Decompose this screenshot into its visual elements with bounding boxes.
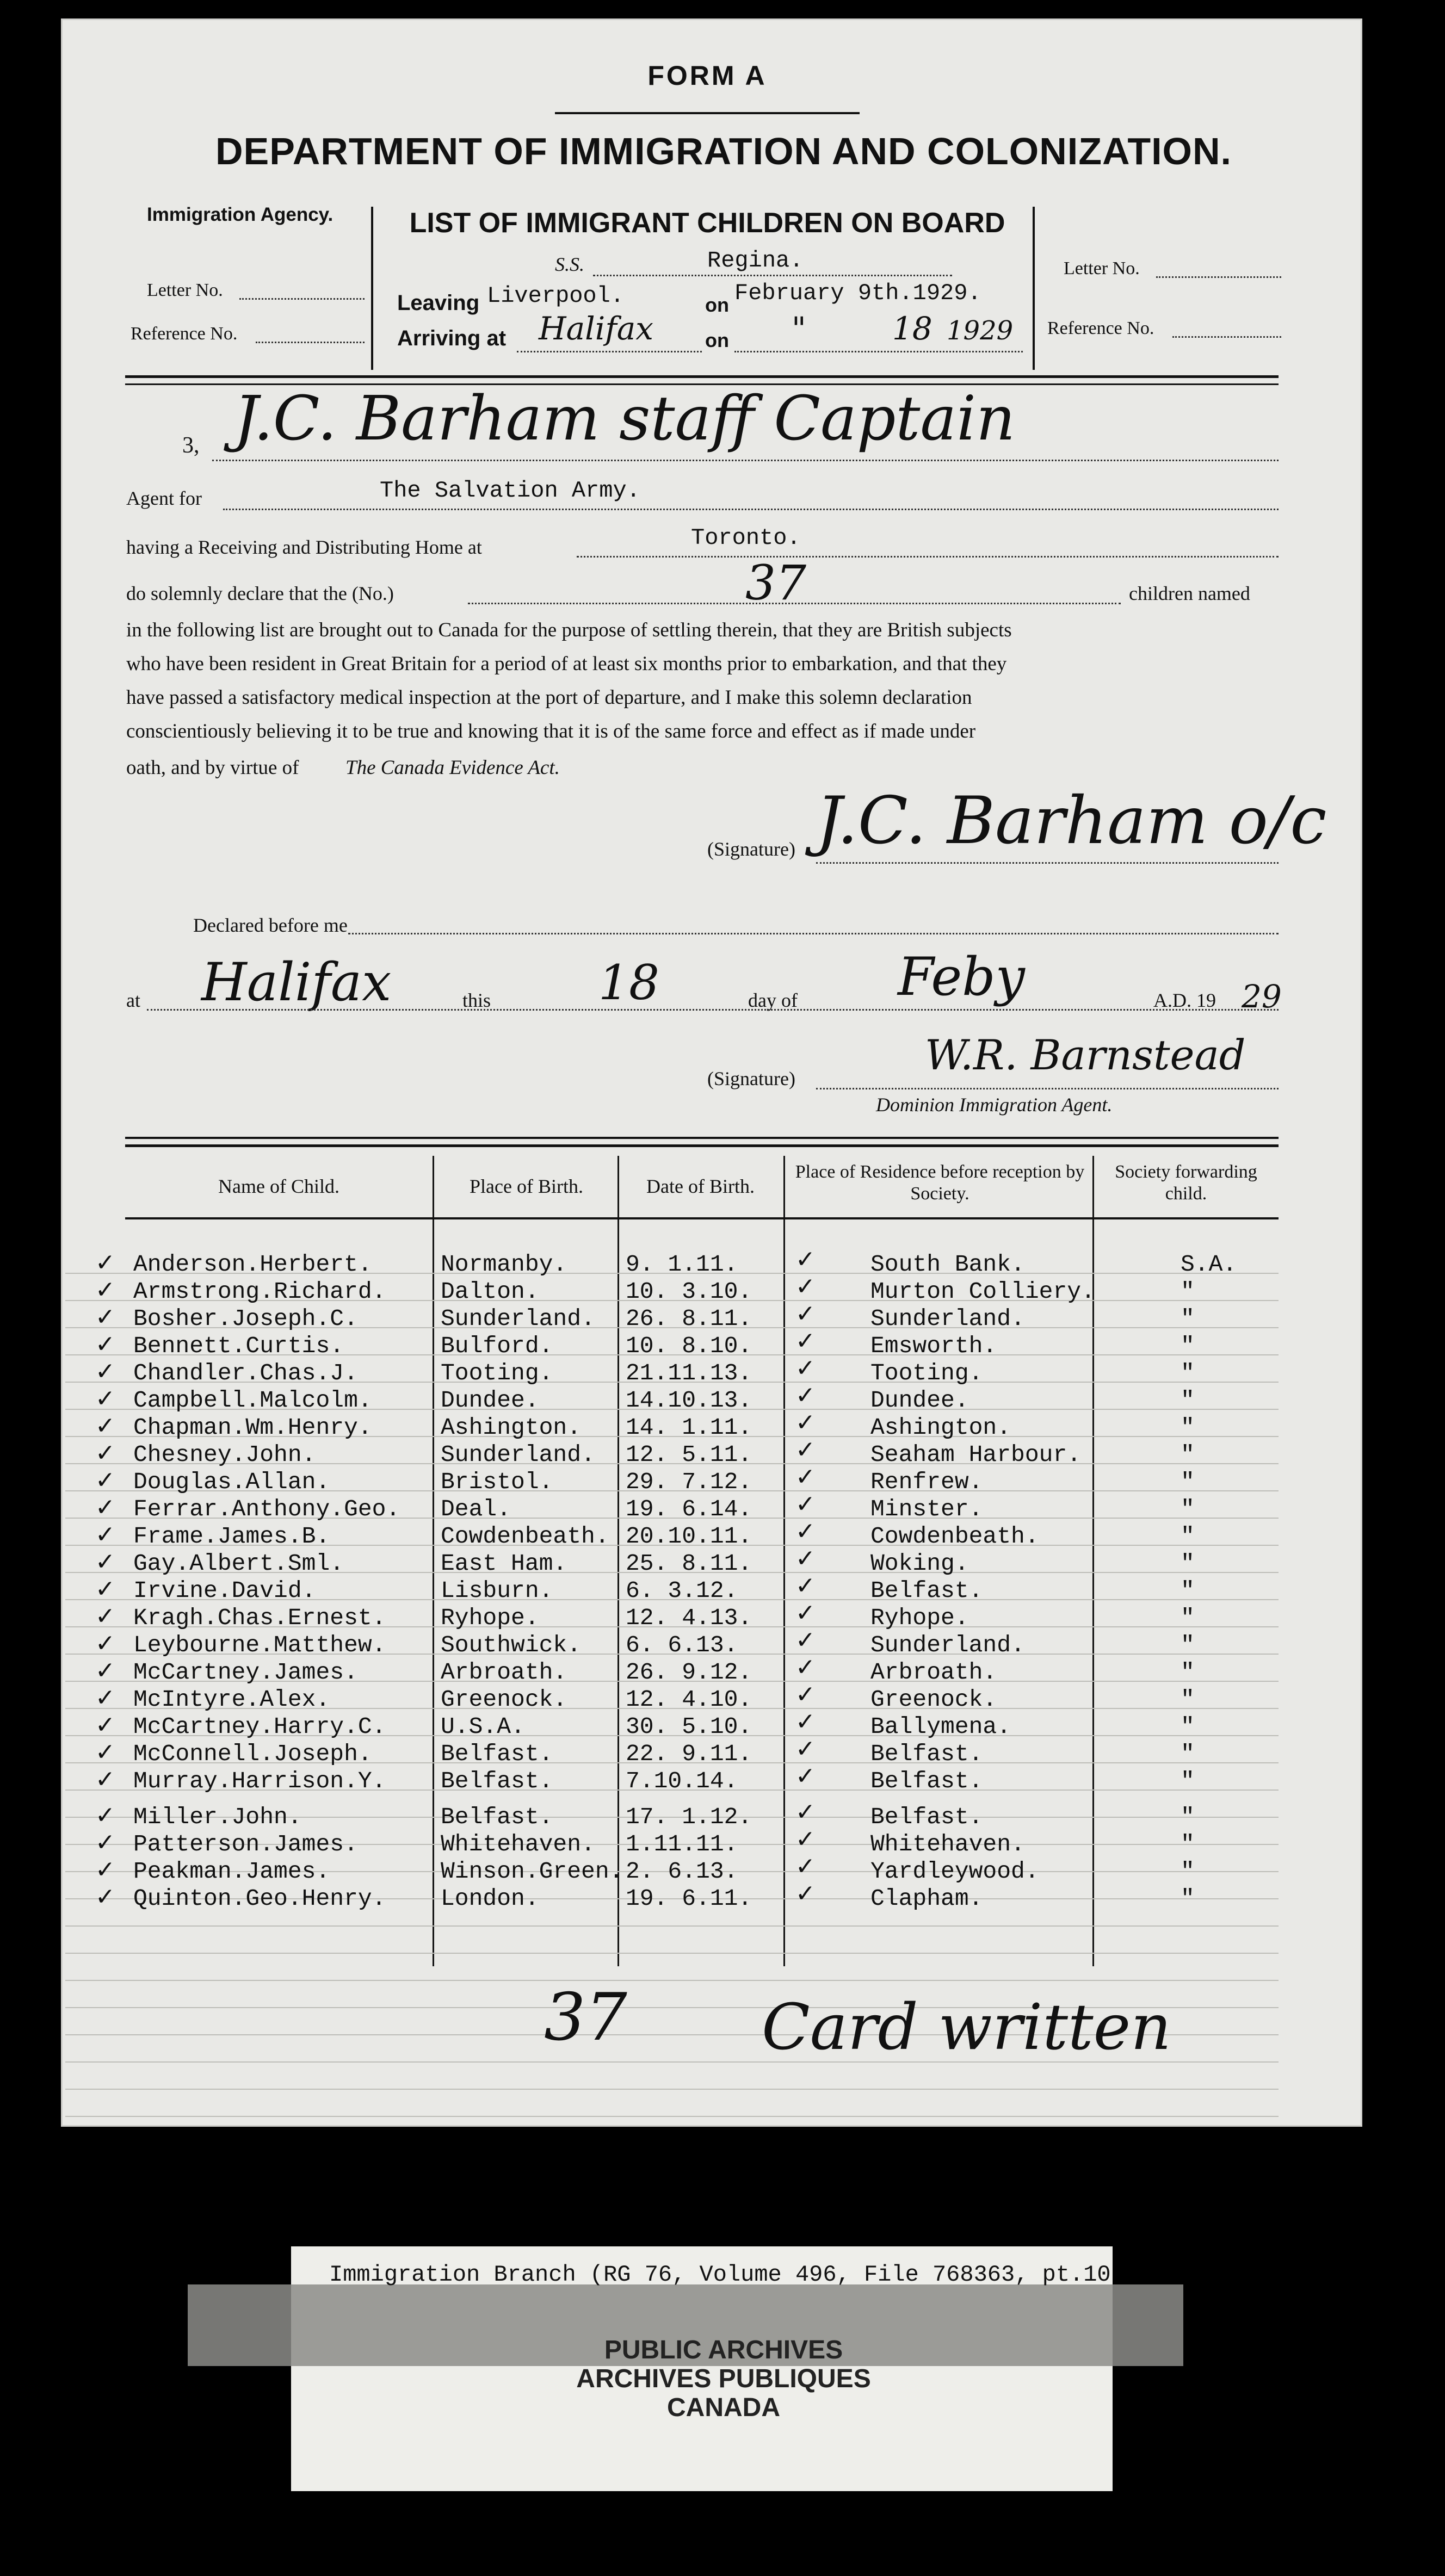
check-mark-icon: ✓ xyxy=(95,1575,115,1603)
cell-residence: Belfast. xyxy=(870,1768,983,1794)
cell-date: 20.10.11. xyxy=(626,1523,752,1550)
archive-stamp-line-2: ARCHIVES PUBLIQUES xyxy=(576,2364,871,2393)
arriving-date-field xyxy=(734,351,1023,352)
check-mark-icon: ✓ xyxy=(95,1738,115,1766)
check-mark-icon: ✓ xyxy=(795,1681,816,1708)
cell-society: " xyxy=(1181,1605,1195,1631)
cell-name: Campbell.Malcolm. xyxy=(133,1387,372,1414)
cell-society: " xyxy=(1181,1360,1195,1386)
cell-place: London. xyxy=(441,1885,539,1912)
children-count: 37 xyxy=(745,555,806,611)
check-mark-icon: ✓ xyxy=(95,1466,115,1494)
check-mark-icon: ✓ xyxy=(795,1273,816,1301)
cell-place: U.S.A. xyxy=(441,1713,525,1740)
signature-label: (Signature) xyxy=(707,838,795,860)
cell-society: S.A. xyxy=(1181,1251,1237,1278)
cell-name: McIntyre.Alex. xyxy=(133,1686,330,1713)
agent-signature: J.C. Barham staff Captain xyxy=(234,383,1016,454)
cell-name: Peakman.James. xyxy=(133,1858,330,1885)
check-mark-icon: ✓ xyxy=(795,1572,816,1600)
letter-no-field xyxy=(239,298,365,300)
leaving-date: February 9th.1929. xyxy=(734,280,981,306)
cell-date: 7.10.14. xyxy=(626,1768,738,1794)
cell-date: 14. 1.11. xyxy=(626,1414,752,1441)
cell-society: " xyxy=(1181,1768,1195,1794)
row-rule xyxy=(65,2089,1279,2090)
cell-name: Frame.James.B. xyxy=(133,1523,330,1550)
cell-place: Bristol. xyxy=(441,1469,553,1495)
row-rule xyxy=(65,1925,1279,1927)
ss-label: S.S. xyxy=(555,253,584,275)
cell-name: Irvine.David. xyxy=(133,1577,316,1604)
check-mark-icon: ✓ xyxy=(795,1735,816,1763)
check-mark-icon: ✓ xyxy=(795,1545,816,1572)
check-mark-icon: ✓ xyxy=(95,1883,115,1911)
cell-place: Tooting. xyxy=(441,1360,553,1386)
agent-name-field xyxy=(212,460,1279,461)
check-mark-icon: ✓ xyxy=(795,1409,816,1436)
at-value: Halifax xyxy=(201,952,392,1013)
cell-society: " xyxy=(1181,1469,1195,1495)
cell-place: Deal. xyxy=(441,1496,511,1522)
cell-name: Murray.Harrison.Y. xyxy=(133,1768,386,1794)
at-label: at xyxy=(126,989,140,1011)
cell-society: " xyxy=(1181,1387,1195,1414)
declaration-number: 3, xyxy=(182,433,200,458)
check-mark-icon: ✓ xyxy=(95,1711,115,1739)
arriving-field xyxy=(517,351,702,352)
divider xyxy=(125,1144,1279,1147)
arriving-ditto: " xyxy=(792,310,806,347)
declared-at-field xyxy=(147,1009,1279,1011)
archive-reference: Immigration Branch (RG 76, Volume 496, File 768363, pt.10 xyxy=(329,2262,1111,2288)
home-value: Toronto. xyxy=(691,525,801,551)
list-title: LIST OF IMMIGRANT CHILDREN ON BOARD xyxy=(409,207,1005,239)
declare-suffix: children named xyxy=(1129,583,1250,604)
cell-society: " xyxy=(1181,1577,1195,1604)
cell-place: Sunderland. xyxy=(441,1441,595,1468)
check-mark-icon: ✓ xyxy=(95,1249,115,1277)
cell-society: " xyxy=(1181,1305,1195,1332)
check-mark-icon: ✓ xyxy=(795,1490,816,1518)
cell-residence: Tooting. xyxy=(870,1360,983,1386)
cell-residence: Yardleywood. xyxy=(870,1858,1039,1885)
cell-name: Chandler.Chas.J. xyxy=(133,1360,358,1386)
cell-date: 14.10.13. xyxy=(626,1387,752,1414)
cell-place: Winson.Green. xyxy=(441,1858,623,1885)
cell-date: 1.11.11. xyxy=(626,1831,738,1857)
check-mark-icon: ✓ xyxy=(95,1358,115,1385)
check-mark-icon: ✓ xyxy=(795,1246,816,1273)
check-mark-icon: ✓ xyxy=(95,1829,115,1856)
cell-name: Bosher.Joseph.C. xyxy=(133,1305,358,1332)
cell-name: Chesney.John. xyxy=(133,1441,316,1468)
cell-date: 12. 5.11. xyxy=(626,1441,752,1468)
archive-stamp-line-3: CANADA xyxy=(667,2393,780,2422)
cell-name: Leybourne.Matthew. xyxy=(133,1632,386,1658)
row-rule xyxy=(65,2116,1279,2117)
cell-date: 22. 9.11. xyxy=(626,1741,752,1767)
leaving-label: Leaving xyxy=(397,291,480,315)
cell-residence: Seaham Harbour. xyxy=(870,1441,1082,1468)
cell-name: Chapman.Wm.Henry. xyxy=(133,1414,372,1441)
divider xyxy=(371,207,373,370)
cell-residence: Belfast. xyxy=(870,1804,983,1830)
header-rule xyxy=(125,1217,1279,1219)
check-mark-icon: ✓ xyxy=(95,1548,115,1576)
cell-society: " xyxy=(1181,1858,1195,1885)
children-count-field xyxy=(468,603,1121,604)
agent-title: Dominion Immigration Agent. xyxy=(876,1094,1113,1116)
cell-society: " xyxy=(1181,1831,1195,1857)
check-mark-icon: ✓ xyxy=(795,1463,816,1491)
cell-place: Lisburn. xyxy=(441,1577,553,1604)
col-header-date: Date of Birth. xyxy=(646,1175,755,1197)
check-mark-icon: ✓ xyxy=(795,1798,816,1826)
right-reference-no-label: Reference No. xyxy=(1047,318,1154,338)
declaration-line-5a: oath, and by virtue of xyxy=(126,757,299,779)
cell-place: Normanby. xyxy=(441,1251,567,1278)
cell-residence: Ryhope. xyxy=(870,1605,969,1631)
cell-society: " xyxy=(1181,1278,1195,1305)
cell-society: " xyxy=(1181,1414,1195,1441)
on-label: on xyxy=(705,294,729,316)
check-mark-icon: ✓ xyxy=(95,1602,115,1630)
cell-date: 19. 6.14. xyxy=(626,1496,752,1522)
cell-society: " xyxy=(1181,1523,1195,1550)
divider xyxy=(1033,207,1035,370)
cell-name: Miller.John. xyxy=(133,1804,302,1830)
cell-name: Gay.Albert.Sml. xyxy=(133,1550,344,1577)
cell-residence: Whitehaven. xyxy=(870,1831,1025,1857)
check-mark-icon: ✓ xyxy=(95,1385,115,1413)
cell-date: 17. 1.12. xyxy=(626,1804,752,1830)
arriving-label: Arriving at xyxy=(397,326,507,350)
declare-label: do solemnly declare that the (No.) xyxy=(126,583,394,604)
cell-name: Douglas.Allan. xyxy=(133,1469,330,1495)
cell-date: 21.11.13. xyxy=(626,1360,752,1386)
col-header-place: Place of Birth. xyxy=(470,1175,583,1197)
cell-name: McCartney.James. xyxy=(133,1659,358,1686)
arriving-year: 1929 xyxy=(947,315,1014,346)
divider xyxy=(125,1137,1279,1139)
check-mark-icon: ✓ xyxy=(95,1330,115,1358)
cell-date: 12. 4.10. xyxy=(626,1686,752,1713)
cell-place: Belfast. xyxy=(441,1804,553,1830)
cell-society: " xyxy=(1181,1741,1195,1767)
archive-stamp-line-1: PUBLIC ARCHIVES xyxy=(604,2336,843,2364)
cell-place: Belfast. xyxy=(441,1741,553,1767)
left-letter-no-label: Letter No. xyxy=(147,280,223,300)
cell-name: Anderson.Herbert. xyxy=(133,1251,372,1278)
check-mark-icon: ✓ xyxy=(95,1657,115,1685)
ship-name: Regina. xyxy=(707,247,804,274)
check-mark-icon: ✓ xyxy=(95,1521,115,1549)
cell-residence: Ballymena. xyxy=(870,1713,1011,1740)
check-mark-icon: ✓ xyxy=(795,1518,816,1545)
cell-name: McConnell.Joseph. xyxy=(133,1741,372,1767)
cell-place: Cowdenbeath. xyxy=(441,1523,609,1550)
right-letter-no-label: Letter No. xyxy=(1064,258,1140,278)
cell-place: Ashington. xyxy=(441,1414,582,1441)
on-label-2: on xyxy=(705,329,729,351)
declaration-line-3: have passed a satisfactory medical inspection at the port of departure, and I make this solemn declaration xyxy=(126,686,972,709)
cell-name: Armstrong.Richard. xyxy=(133,1278,386,1305)
home-label: having a Receiving and Distributing Home at xyxy=(126,536,482,558)
cell-date: 30. 5.10. xyxy=(626,1713,752,1740)
check-mark-icon: ✓ xyxy=(795,1880,816,1908)
check-mark-icon: ✓ xyxy=(95,1630,115,1657)
cell-name: Patterson.James. xyxy=(133,1831,358,1857)
check-mark-icon: ✓ xyxy=(795,1300,816,1328)
cell-residence: Cowdenbeath. xyxy=(870,1523,1039,1550)
cell-residence: Murton Colliery. xyxy=(870,1278,1095,1305)
cell-date: 10. 8.10. xyxy=(626,1333,752,1359)
check-mark-icon: ✓ xyxy=(795,1654,816,1681)
divider xyxy=(125,375,1279,378)
cell-name: Ferrar.Anthony.Geo. xyxy=(133,1496,400,1522)
signature2-field xyxy=(816,1088,1279,1089)
cell-society: " xyxy=(1181,1659,1195,1686)
agent-signature-2: W.R. Barnstead xyxy=(925,1031,1246,1079)
form-label: FORM A xyxy=(647,60,767,91)
cell-society: " xyxy=(1181,1885,1195,1912)
cell-residence: Woking. xyxy=(870,1550,969,1577)
right-reference-no-field xyxy=(1172,336,1281,338)
cell-place: Whitehaven. xyxy=(441,1831,595,1857)
check-mark-icon: ✓ xyxy=(795,1626,816,1654)
cell-name: Bennett.Curtis. xyxy=(133,1333,344,1359)
cell-place: Sunderland. xyxy=(441,1305,595,1332)
check-mark-icon: ✓ xyxy=(795,1382,816,1409)
cell-place: Dalton. xyxy=(441,1278,539,1305)
check-mark-icon: ✓ xyxy=(95,1801,115,1829)
check-mark-icon: ✓ xyxy=(795,1762,816,1790)
check-mark-icon: ✓ xyxy=(795,1708,816,1736)
cell-society: " xyxy=(1181,1496,1195,1522)
cell-place: Belfast. xyxy=(441,1768,553,1794)
cell-residence: Belfast. xyxy=(870,1577,983,1604)
day-of-value: Feby xyxy=(898,946,1025,1007)
declaration-line-2: who have been resident in Great Britain for a period of at least six months prior to embarkation, and that they xyxy=(126,653,1007,675)
cell-residence: Greenock. xyxy=(870,1686,997,1713)
agent-for-label: Agent for xyxy=(126,487,202,509)
cell-date: 6. 6.13. xyxy=(626,1632,738,1658)
col-header-residence: Place of Residence before reception by Society. xyxy=(795,1162,1085,1204)
cell-residence: Arbroath. xyxy=(870,1659,997,1686)
cell-residence: Ashington. xyxy=(870,1414,1011,1441)
cell-society: " xyxy=(1181,1713,1195,1740)
agent-for-value: The Salvation Army. xyxy=(380,478,640,504)
this-label: this xyxy=(462,989,491,1011)
declaration-line-5b: The Canada Evidence Act. xyxy=(345,757,560,779)
day-of-label: day of xyxy=(748,989,798,1011)
check-mark-icon: ✓ xyxy=(95,1684,115,1712)
cell-name: Quinton.Geo.Henry. xyxy=(133,1885,386,1912)
cell-society: " xyxy=(1181,1686,1195,1713)
cell-date: 9. 1.11. xyxy=(626,1251,738,1278)
total-count-annotation: 37 xyxy=(544,1980,627,2055)
col-header-society: Society forwarding child. xyxy=(1115,1162,1257,1204)
cell-society: " xyxy=(1181,1441,1195,1468)
check-mark-icon: ✓ xyxy=(795,1436,816,1464)
home-field xyxy=(577,556,1279,558)
cell-date: 26. 9.12. xyxy=(626,1659,752,1686)
check-mark-icon: ✓ xyxy=(795,1853,816,1880)
declared-before-label: Declared before me xyxy=(193,914,348,936)
cell-date: 6. 3.12. xyxy=(626,1577,738,1604)
check-mark-icon: ✓ xyxy=(795,1354,816,1382)
cell-society: " xyxy=(1181,1550,1195,1577)
row-rule xyxy=(65,1953,1279,1954)
cell-society: " xyxy=(1181,1333,1195,1359)
signature2-label: (Signature) xyxy=(707,1068,795,1089)
row-rule xyxy=(65,1980,1279,1981)
arriving-day: 18 xyxy=(892,310,933,347)
cell-date: 10. 3.10. xyxy=(626,1278,752,1305)
cell-residence: Belfast. xyxy=(870,1741,983,1767)
check-mark-icon: ✓ xyxy=(95,1276,115,1304)
cell-place: Arbroath. xyxy=(441,1659,567,1686)
col-header-name: Name of Child. xyxy=(218,1175,339,1197)
cell-date: 2. 6.13. xyxy=(626,1858,738,1885)
cell-date: 12. 4.13. xyxy=(626,1605,752,1631)
declared-before-field xyxy=(348,933,1279,934)
cell-name: McCartney.Harry.C. xyxy=(133,1713,386,1740)
cell-place: Southwick. xyxy=(441,1632,582,1658)
cell-date: 25. 8.11. xyxy=(626,1550,752,1577)
arriving-port: Halifax xyxy=(539,310,654,347)
check-mark-icon: ✓ xyxy=(95,1412,115,1440)
cell-residence: Sunderland. xyxy=(870,1632,1025,1658)
cell-place: Greenock. xyxy=(441,1686,567,1713)
cell-residence: Dundee. xyxy=(870,1387,969,1414)
leaving-port: Liverpool. xyxy=(487,283,625,309)
cell-residence: Sunderland. xyxy=(870,1305,1025,1332)
declaration-line-1: in the following list are brought out to Canada for the purpose of settling therein, that they are British subjects xyxy=(126,619,1012,641)
ad-label: A.D. 19 xyxy=(1153,989,1216,1011)
check-mark-icon: ✓ xyxy=(95,1494,115,1521)
this-value: 18 xyxy=(598,955,659,1011)
check-mark-icon: ✓ xyxy=(795,1825,816,1853)
cell-name: Kragh.Chas.Ernest. xyxy=(133,1605,386,1631)
signature-field xyxy=(816,862,1279,864)
cell-residence: South Bank. xyxy=(870,1251,1025,1278)
cell-date: 26. 8.11. xyxy=(626,1305,752,1332)
ship-field xyxy=(593,275,952,276)
cell-residence: Renfrew. xyxy=(870,1469,983,1495)
reference-no-field xyxy=(256,342,365,343)
ad-value: 29 xyxy=(1242,978,1282,1015)
declaration-line-4: conscientiously believing it to be true and knowing that it is of the same force and effect as if made under xyxy=(126,720,976,742)
cell-place: Bulford. xyxy=(441,1333,553,1359)
cell-date: 19. 6.11. xyxy=(626,1885,752,1912)
cell-society: " xyxy=(1181,1804,1195,1830)
check-mark-icon: ✓ xyxy=(95,1439,115,1467)
cell-place: East Ham. xyxy=(441,1550,567,1577)
left-reference-no-label: Reference No. xyxy=(131,324,238,344)
check-mark-icon: ✓ xyxy=(795,1327,816,1355)
right-letter-no-field xyxy=(1156,276,1281,278)
check-mark-icon: ✓ xyxy=(95,1303,115,1331)
agent-for-field xyxy=(223,509,1279,510)
check-mark-icon: ✓ xyxy=(795,1599,816,1627)
cell-place: Ryhope. xyxy=(441,1605,539,1631)
check-mark-icon: ✓ xyxy=(95,1856,115,1884)
cell-residence: Emsworth. xyxy=(870,1333,997,1359)
divider xyxy=(555,112,860,114)
card-written-annotation: Card written xyxy=(762,1991,1171,2064)
cell-place: Dundee. xyxy=(441,1387,539,1414)
agency-label: Immigration Agency. xyxy=(147,204,334,225)
cell-residence: Clapham. xyxy=(870,1885,983,1912)
cell-date: 29. 7.12. xyxy=(626,1469,752,1495)
department-title: DEPARTMENT OF IMMIGRATION AND COLONIZATION. xyxy=(215,130,1232,172)
cell-residence: Minster. xyxy=(870,1496,983,1522)
cell-society: " xyxy=(1181,1632,1195,1658)
declarant-signature: J.C. Barham o/c xyxy=(816,783,1327,859)
check-mark-icon: ✓ xyxy=(95,1766,115,1793)
